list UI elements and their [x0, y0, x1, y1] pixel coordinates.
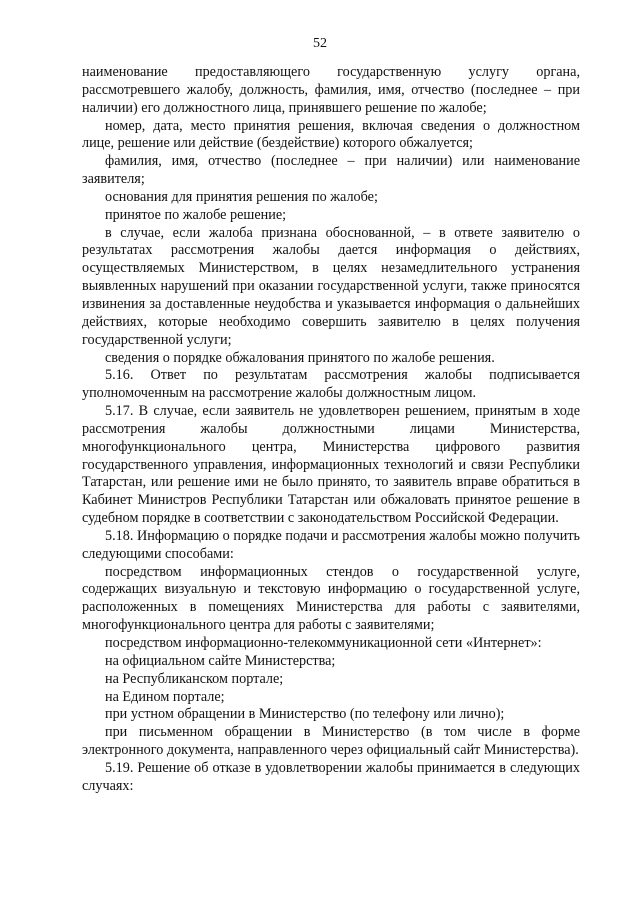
page-number: 52 [313, 36, 327, 51]
paragraph: при устном обращении в Министерство (по телефону или лично); [105, 706, 505, 723]
document-body [82, 64, 580, 796]
paragraph: при письменном обращении в Министерство (в том числе в форме электронного документа, направленного через официальный сайт Министерства). [82, 724, 580, 759]
paragraph: на Республиканском портале; [105, 670, 284, 687]
paragraph: фамилия, имя, отчество (последнее – при наличии) или наименование заявителя; [82, 153, 580, 188]
paragraph: 5.17. В случае, если заявитель не удовлетворен решением, принятым в ходе рассмотрения жалобы должностными лицами Министерства, многофункционального центра, Министерства цифрового развития государственного управления, информационных технологий и связи Республики Татарстан, или решение ими не было принято, то заявитель вправе обратиться в Кабинет Министров Республики Татарстан или обжаловать принятое решение в судебном порядке в соответствии с законодательством Российской Федерации. [82, 403, 580, 527]
paragraph: основания для принятия решения по жалобе; [105, 188, 378, 205]
paragraph: на Едином портале; [105, 688, 225, 705]
paragraph: посредством информационных стендов о государственной услуге, содержащих визуальную и текстовую информацию о государственной услуге, расположенных в помещениях Министерства для работы с заявителями, многофункционального центра для работы с заявителями; [82, 563, 580, 634]
paragraph: наименование предоставляющего государственную услугу органа, рассмотревшего жалобу, должность, фамилия, имя, отчество (последнее – при наличии) его должностного лица, принявшего решение по жалобе; [82, 64, 580, 116]
paragraph: посредством информационно-телекоммуникационной сети «Интернет»: [105, 635, 542, 651]
paragraph: сведения о порядке обжалования принятого по жалобе решения. [105, 349, 495, 366]
paragraph: в случае, если жалоба признана обоснованной, – в ответе заявителю о результатах рассмотрения жалобы дается информация о действиях, осуществляемых Министерством, в целях незамедлительного устранения выявленных нарушений при оказании государственной услуги, также приносятся извинения за доставленные неудобства и указывается информация о дальнейших действиях, которые необходимо совершить заявителю в целях получения государственной услуги; [82, 224, 580, 348]
paragraph: на официальном сайте Министерства; [105, 652, 336, 669]
paragraph: 5.16. Ответ по результатам рассмотрения жалобы подписывается уполномоченным на рассмотрение жалобы должностным лицом. [82, 367, 580, 402]
paragraph: 5.18. Информацию о порядке подачи и рассмотрения жалобы можно получить следующими способами: [82, 527, 580, 562]
paragraph: 5.19. Решение об отказе в удовлетворении жалобы принимается в следующих случаях: [82, 759, 580, 794]
paragraph: принятое по жалобе решение; [105, 206, 287, 223]
paragraph: номер, дата, место принятия решения, включая сведения о должностном лице, решение или действие (бездействие) которого обжалуется; [82, 117, 580, 152]
